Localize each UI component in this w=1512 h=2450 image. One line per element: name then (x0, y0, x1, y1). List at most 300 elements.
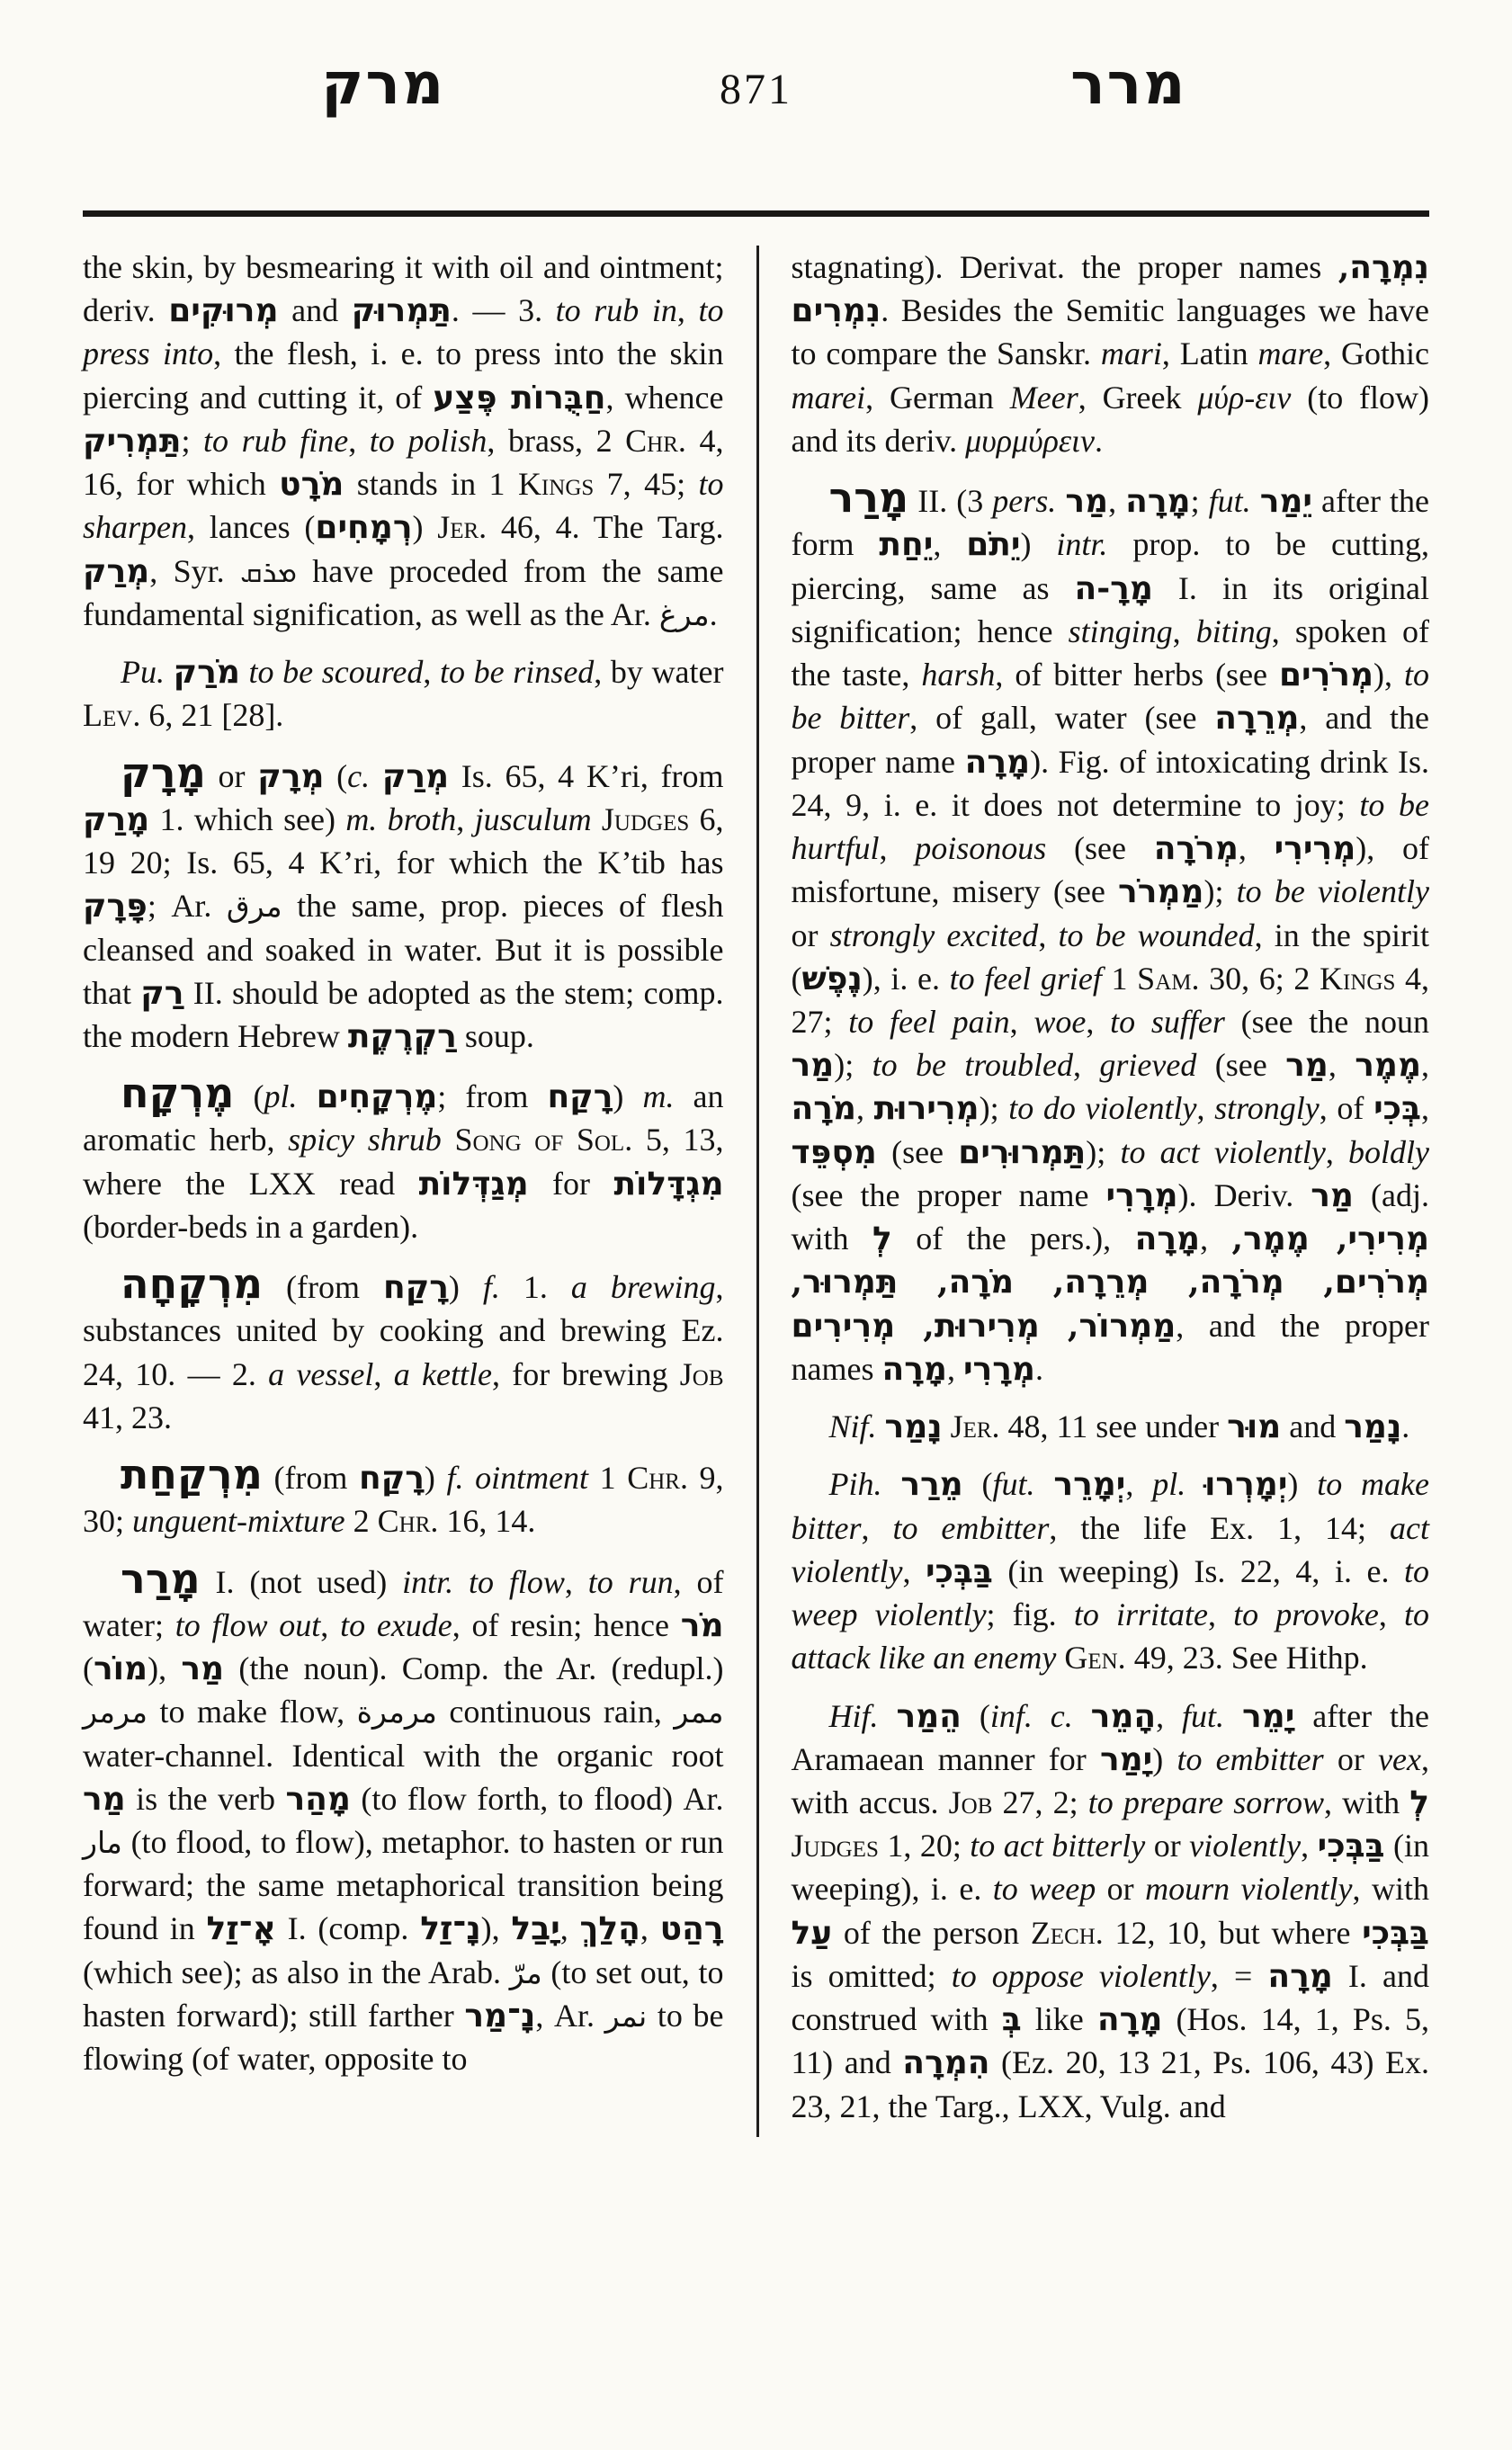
hebrew-text: מֵרַר (900, 1465, 963, 1504)
text: . Besides the Semitic languages we have to compare the Sanskr. (791, 292, 1429, 372)
hebrew-text: מַר (1311, 1176, 1354, 1214)
text: 1. which see) (149, 800, 346, 837)
text: prop. to be cutting, piercing, same as (791, 526, 1430, 606)
italic-text: harsh (921, 657, 996, 693)
text: , (1009, 1003, 1034, 1040)
hebrew-text: מֹר (680, 1605, 724, 1644)
italic-text: to prepare sorrow (1087, 1784, 1324, 1820)
hebrew-text: בְּ (1001, 2000, 1022, 2039)
hebrew-text: מָרָה (881, 1349, 947, 1388)
text: (from (263, 1269, 383, 1306)
italic-text: m. (642, 1078, 675, 1115)
text: and (1281, 1408, 1345, 1445)
text: to make flow, (148, 1694, 357, 1730)
italic-text: to weep violently (791, 1552, 1430, 1633)
hebrew-text: נָ־מַר (464, 1996, 536, 2034)
text: ), (1373, 657, 1404, 693)
italic-text: pl. (264, 1078, 298, 1115)
text: like (1021, 2001, 1097, 2038)
text: 41, 23. (83, 1399, 172, 1435)
text (298, 1078, 317, 1114)
italic-text: broth (387, 800, 457, 837)
hebrew-text: מַר (791, 1046, 835, 1085)
reference-text: Sam. (1137, 960, 1200, 997)
hebrew-text: מְרֹרִים (1278, 656, 1374, 694)
italic-text: to run (587, 1563, 674, 1600)
italic-text: to embitter (1176, 1740, 1324, 1777)
italic-text: to press into (83, 292, 724, 372)
text: (see the noun (1224, 1003, 1429, 1040)
italic-text: marei (791, 379, 866, 416)
text: II. (3 (908, 483, 993, 520)
text (1056, 1640, 1064, 1676)
text: soup. (456, 1017, 534, 1054)
text (165, 654, 174, 690)
text: , of (1319, 1090, 1374, 1127)
text: , Gothic (1323, 335, 1430, 372)
hebrew-text: מְגַדְּלוֹת (418, 1164, 529, 1203)
arabic-text: ممر (674, 1694, 724, 1730)
hebrew-text: מָרָ-ה (1074, 568, 1153, 607)
entry-mirqachath (83, 1450, 724, 1542)
text: . (1401, 1408, 1410, 1445)
reference-text: Judges (601, 800, 690, 837)
text: I. (not used) (200, 1563, 403, 1600)
text: , German (865, 379, 1010, 416)
header-rule (83, 210, 1429, 217)
text: , of bitter herbs (see (995, 657, 1279, 693)
reference-text: Kings (1320, 960, 1396, 997)
hebrew-text: מַר (1065, 482, 1109, 521)
text: an aromatic herb, (83, 1078, 724, 1158)
text: ( (324, 757, 348, 794)
text: , (1421, 1047, 1429, 1084)
hebrew-text: יָבַל (511, 1909, 560, 1948)
text: 7, 45; (594, 466, 699, 503)
reference-text: Judges (791, 1828, 879, 1864)
text: , (1328, 1047, 1355, 1084)
header-cell-right (828, 50, 1430, 118)
text: ) (412, 509, 438, 546)
text: ), i. e. (862, 960, 950, 997)
hebrew-text: תַּמְרוּרִים (958, 1132, 1087, 1171)
text (877, 1408, 885, 1444)
text: 5, 13, where the LXX read (83, 1122, 724, 1202)
hebrew-text: מְרִירִי (1274, 829, 1356, 868)
italic-text: to be scoured (248, 654, 424, 691)
hebrew-text: מַמְרֹר (1118, 872, 1204, 911)
hebrew-text: לְ (1409, 1783, 1429, 1821)
text: , Greek (1078, 379, 1198, 416)
italic-text: mare (1257, 335, 1324, 372)
text: , (1378, 1596, 1404, 1633)
text (240, 654, 249, 690)
hebrew-text: מָהַר (285, 1779, 351, 1818)
text (1251, 483, 1260, 519)
text: , and the proper names (791, 1307, 1429, 1387)
text: , (1196, 1090, 1215, 1127)
text: ); (979, 1090, 1009, 1127)
reference-text: Job (948, 1784, 993, 1820)
italic-text: grieved (1099, 1047, 1197, 1084)
italic-text: act violently (791, 1509, 1429, 1589)
hebrew-text: יְמָרֵר (1053, 1465, 1126, 1504)
italic-text: a vessel (268, 1355, 374, 1392)
italic-text: to oppose violently (951, 1957, 1211, 1994)
syriac-text: ܡܪܩ (239, 553, 297, 589)
text: . (1034, 1350, 1043, 1387)
reference-text: Chr. (625, 422, 686, 459)
hebrew-text: מֶרְקָחִים (316, 1077, 438, 1116)
text: 1 (1101, 960, 1138, 997)
text: 4, 27; (791, 960, 1430, 1040)
italic-text: Nif. (828, 1408, 877, 1445)
text: ; (181, 422, 204, 459)
italic-text: vex (1378, 1740, 1421, 1777)
text: (to flow) and its deriv. (791, 379, 1429, 459)
text: , (373, 1355, 394, 1392)
hebrew-text: רַקְרֶקֶת (347, 1016, 457, 1055)
arabic-text: مرمر (83, 1694, 148, 1730)
reference-text: Zech. (1030, 1914, 1104, 1951)
text: (in weeping) Is. 22, 4, i. e. (992, 1552, 1404, 1589)
text: , of water; (83, 1563, 724, 1643)
text: , brass, 2 (487, 422, 626, 459)
italic-text: intr. (402, 1563, 454, 1600)
text: , (1108, 483, 1126, 520)
text: I. (comp. (275, 1910, 421, 1947)
hebrew-text: מֹרָט (279, 465, 344, 504)
hebrew-text: נָמַר (1344, 1408, 1402, 1446)
running-head-right-hebrew: מרר (1070, 50, 1187, 118)
italic-text: f. (482, 1269, 500, 1306)
text: ; Ar. (147, 888, 227, 925)
italic-text: violently (1189, 1828, 1302, 1864)
text: (see (1196, 1047, 1286, 1084)
text: or (791, 917, 830, 953)
hebrew-text: מֹרָה (791, 1089, 856, 1128)
italic-text: fut. (992, 1466, 1035, 1503)
italic-text: intr. (1056, 526, 1108, 563)
hebrew-text: נִמְרָה, נִמְרִים (791, 248, 1429, 330)
greek-text: μυρμύρειν (965, 422, 1096, 459)
text: , the life Ex. 1, 14; (1049, 1509, 1391, 1546)
hebrew-text: יֵחַת (879, 525, 934, 564)
arabic-text: مرغ (658, 596, 710, 632)
text: Is. 65, 4 K’ri, from (449, 757, 724, 794)
text: , (320, 1606, 341, 1643)
text: ( (234, 1078, 264, 1115)
text: I. in its original signification; hence (791, 569, 1429, 649)
hebrew-text: יֵמַר (1259, 482, 1313, 521)
italic-text: m. (345, 800, 378, 837)
text: ) (613, 1078, 643, 1115)
hebrew-text: מָרָה (1134, 1220, 1201, 1258)
text (882, 1466, 901, 1502)
entry-marar-I (83, 1553, 724, 2081)
text: water-channel. Identical with the organic root (83, 1737, 724, 1774)
text: (to set out, to hasten forward); still farther (83, 1954, 724, 2034)
text: 30, 6; 2 (1199, 960, 1320, 997)
text: after the Aramaean manner for (791, 1697, 1430, 1777)
text: ). Fig. of intoxicating drink Is. 24, 9, i. e. it does not determine to joy; (791, 743, 1429, 823)
italic-text: mourn violently (1145, 1871, 1353, 1908)
text: , (1125, 1466, 1153, 1503)
italic-text: poisonous (915, 830, 1047, 867)
text: (which see); as also in the Arab. (83, 1954, 510, 1990)
text: for (528, 1165, 614, 1202)
italic-text: to flow out (174, 1606, 321, 1643)
text: , (1301, 1828, 1318, 1864)
hebrew-text: מַר (83, 1779, 126, 1818)
reference-text: Jer. (437, 509, 488, 546)
text: (the noun). Comp. the Ar. (redupl.) (224, 1650, 724, 1687)
hebrew-text: פָּרָק (83, 887, 148, 925)
text (370, 758, 382, 794)
hebrew-text: מְרִירוּת (873, 1089, 980, 1128)
text: 46, 4. The Targ. (487, 509, 724, 546)
text: (to flood, to flow), metaphor. to hasten or run forward; the same metaphorical transition being found in (83, 1823, 724, 1947)
hebrew-headword: מָרַר (121, 1553, 201, 1603)
text: ). Deriv. (1177, 1176, 1311, 1213)
text: ) (1287, 1466, 1318, 1503)
text: 2 (344, 1503, 378, 1540)
hebrew-text: לְ (872, 1220, 892, 1258)
text (1035, 1466, 1054, 1502)
hebrew-text: בַּבְּכִי (1362, 1913, 1429, 1952)
sub-entry-pual (83, 650, 724, 737)
text (442, 1122, 455, 1158)
hebrew-text: מָרָה (1125, 482, 1191, 521)
text: 1, 20; (878, 1828, 971, 1864)
text: of the person (832, 1914, 1031, 1951)
text: 49, 23. See Hithp. (1125, 1640, 1368, 1677)
italic-text: to be violently (1236, 873, 1429, 910)
text: , (1421, 1090, 1430, 1127)
text (1185, 1466, 1204, 1502)
italic-text: to weep (992, 1871, 1096, 1908)
italic-text: pers. (992, 483, 1057, 520)
reference-text: Chr. (377, 1503, 439, 1540)
text: , (564, 1563, 588, 1600)
text: ), (480, 1910, 512, 1947)
hebrew-headword: מֶרְקָח (121, 1069, 235, 1118)
hebrew-text: רָקַח (547, 1077, 613, 1116)
text: , Latin (1161, 335, 1258, 372)
text: , (1073, 1047, 1100, 1084)
text: (see (876, 1133, 959, 1170)
italic-text: to be hurtful (791, 786, 1429, 867)
italic-text: fut. (1182, 1697, 1225, 1734)
hebrew-text: בַּבְּכִי (925, 1551, 993, 1590)
text: , (1156, 1697, 1183, 1734)
hebrew-text: רְמָחִים (315, 508, 413, 547)
reference-text: Job (679, 1355, 724, 1392)
italic-text: to act violently (1120, 1133, 1326, 1170)
hebrew-text: רָקַח (359, 1459, 425, 1498)
italic-text: strongly excited (829, 917, 1039, 953)
hebrew-headword: מִרְקָחָה (121, 1259, 264, 1309)
text: , (1086, 1003, 1111, 1040)
text-columns (83, 246, 1429, 2137)
hebrew-text: תַּמְרוּק (351, 291, 452, 330)
text: (Hos. 14, 1, Ps. 5, 11) and (791, 2001, 1430, 2081)
header-cell-left (83, 50, 684, 118)
text: . (1095, 422, 1104, 459)
text: (in weeping), i. e. (791, 1828, 1429, 1908)
hebrew-text: מְרוּקִים (168, 291, 279, 330)
text: the same, prop. pieces of flesh cleansed and soaked in water. But it is possible that (83, 888, 724, 1011)
italic-text: Meer (1009, 379, 1078, 416)
text: , (1207, 1596, 1234, 1633)
hebrew-text: מִגְדָּלוֹת (613, 1164, 724, 1203)
italic-text: pl. (1152, 1466, 1186, 1503)
text: the skin, by besmearing it with oil and ointment; deriv. (83, 249, 724, 329)
reference-text: Song of Sol. (454, 1122, 633, 1158)
italic-text: to suffer (1110, 1003, 1225, 1040)
text: 6, 21 [28]. (140, 697, 284, 734)
hebrew-text: מוּר (1227, 1408, 1282, 1446)
text: , (933, 526, 967, 563)
hebrew-text: חַבֻּרוֹת פֶּצַע (433, 378, 606, 416)
arabic-text: نمر (604, 1998, 648, 2034)
text: . — 3. (451, 292, 556, 329)
text: (to flow forth, to flood) Ar. (350, 1780, 724, 1817)
text: or (1096, 1871, 1146, 1908)
text: or (1323, 1740, 1379, 1777)
arabic-text: مرق (226, 889, 282, 925)
text (1056, 483, 1065, 519)
italic-text: mari (1100, 335, 1162, 372)
italic-text: to polish (369, 422, 488, 459)
text: , (559, 1910, 580, 1947)
hebrew-text: מְרָרִי (962, 1349, 1035, 1388)
hebrew-text: מְרַק (83, 551, 150, 590)
text: stands in 1 (344, 466, 518, 503)
italic-text: to rub in (555, 292, 677, 329)
italic-text: Pih. (828, 1466, 882, 1503)
italic-text: fut. (1208, 483, 1251, 520)
italic-text: to exude (340, 1606, 452, 1643)
text: , by water (594, 654, 724, 691)
text: ); (1086, 1133, 1121, 1170)
hebrew-text: מוֹר (94, 1650, 148, 1688)
sub-entry-piel (792, 1462, 1430, 1679)
hebrew-text: מְרַק (381, 756, 450, 795)
italic-text: to embitter (892, 1509, 1050, 1546)
text: , whence (605, 379, 724, 416)
hebrew-text: נֶפֶשׁ (801, 959, 863, 997)
hebrew-text: נָמַר (884, 1408, 943, 1446)
hebrew-text: רַק (140, 973, 184, 1012)
text (943, 1408, 951, 1444)
italic-text: to rub fine (203, 422, 349, 459)
text: stagnating). Derivat. the proper names (791, 249, 1338, 285)
header-cell-center (684, 65, 828, 114)
text: ; (1190, 483, 1209, 520)
text: , the flesh, i. e. to press into the skin piercing and cutting it, of (83, 335, 724, 416)
italic-text: boldly (1348, 1133, 1429, 1170)
italic-text: to irritate (1073, 1596, 1208, 1633)
text (377, 801, 387, 837)
text (464, 1460, 476, 1496)
column-right (756, 246, 1430, 2137)
text: 6, 19 20; Is. 65, 4 K’ri, for which the K’tib has (83, 800, 724, 881)
greek-text: μύρ-ειν (1197, 379, 1292, 416)
italic-text: to make bitter (791, 1466, 1430, 1546)
text: , with accus. (791, 1740, 1429, 1820)
text: continuous rain, (436, 1694, 675, 1730)
hebrew-text: יָמַר (1099, 1739, 1153, 1778)
text: (see the proper name (791, 1176, 1106, 1213)
italic-text: to act bitterly (970, 1828, 1146, 1864)
italic-text: woe (1033, 1003, 1087, 1040)
hebrew-text: מֶמֶר (1355, 1046, 1421, 1085)
text: , = (1210, 1957, 1268, 1994)
text: , lances ( (187, 509, 316, 546)
text: , (676, 292, 699, 329)
text: ) (1020, 526, 1057, 563)
text (1073, 1698, 1091, 1734)
text: , in the spirit ( (791, 917, 1429, 997)
text: 27, 2; (992, 1784, 1088, 1820)
sub-entry-niphal (792, 1405, 1430, 1448)
text: (from (262, 1460, 359, 1497)
text: I. and construed with (791, 1957, 1429, 2038)
hebrew-text: בְּכִי (1373, 1089, 1422, 1128)
text: ( (961, 1697, 990, 1734)
italic-text: a kettle (393, 1355, 492, 1392)
hebrew-text: יְמָרְרוּ (1204, 1465, 1288, 1504)
text: II. should be adopted as the stem; comp. the modern Hebrew (83, 974, 724, 1054)
arabic-text: مرمرة (356, 1694, 437, 1730)
text: ), of misfortune, misery (see (791, 830, 1429, 910)
hebrew-text: מַר (181, 1650, 225, 1688)
text: 1 (588, 1460, 628, 1497)
hebrew-headword: מָרָק (121, 747, 206, 797)
hebrew-headword: מָרַר (828, 473, 909, 523)
text: , (902, 1552, 926, 1589)
text: , (861, 1509, 893, 1546)
italic-text: to feel grief (949, 960, 1102, 997)
text: , for brewing (491, 1355, 680, 1392)
text: , (1238, 830, 1275, 867)
italic-text: strongly (1214, 1090, 1320, 1127)
text: , (1172, 612, 1196, 649)
text: , and the proper name (791, 700, 1429, 780)
hebrew-text: נָ־זַל (420, 1909, 481, 1948)
italic-text: to flow (469, 1563, 565, 1600)
text: (Ez. 20, 13 21, Ps. 106, 43) Ex. 23, 21, the Targ., LXX, Vulg. and (791, 2044, 1430, 2124)
text: ) (1152, 1740, 1177, 1777)
text: ) (424, 1460, 447, 1497)
hebrew-text: הֵמַר (896, 1696, 962, 1735)
hebrew-text: רָקַח (382, 1268, 449, 1307)
entry-mirqachah (83, 1259, 724, 1439)
hebrew-text: מָרָה (1096, 2000, 1163, 2039)
italic-text: to be bitter (791, 657, 1429, 737)
hebrew-text: בַּבְּכִי (1317, 1827, 1385, 1865)
italic-text: Hif. (828, 1697, 879, 1734)
hebrew-text: הִמְרָה (902, 2043, 990, 2082)
hebrew-text: אָ־זַל (206, 1909, 276, 1948)
text (453, 1564, 469, 1600)
hebrew-text: הָלַךְ (579, 1909, 640, 1948)
text: have proceded from the same fundamental signification, as well as the Ar. (83, 552, 724, 632)
arabic-text: مار (83, 1824, 122, 1860)
text: , Ar. (535, 1997, 605, 2034)
running-head-left-hebrew: מרק (321, 50, 446, 118)
